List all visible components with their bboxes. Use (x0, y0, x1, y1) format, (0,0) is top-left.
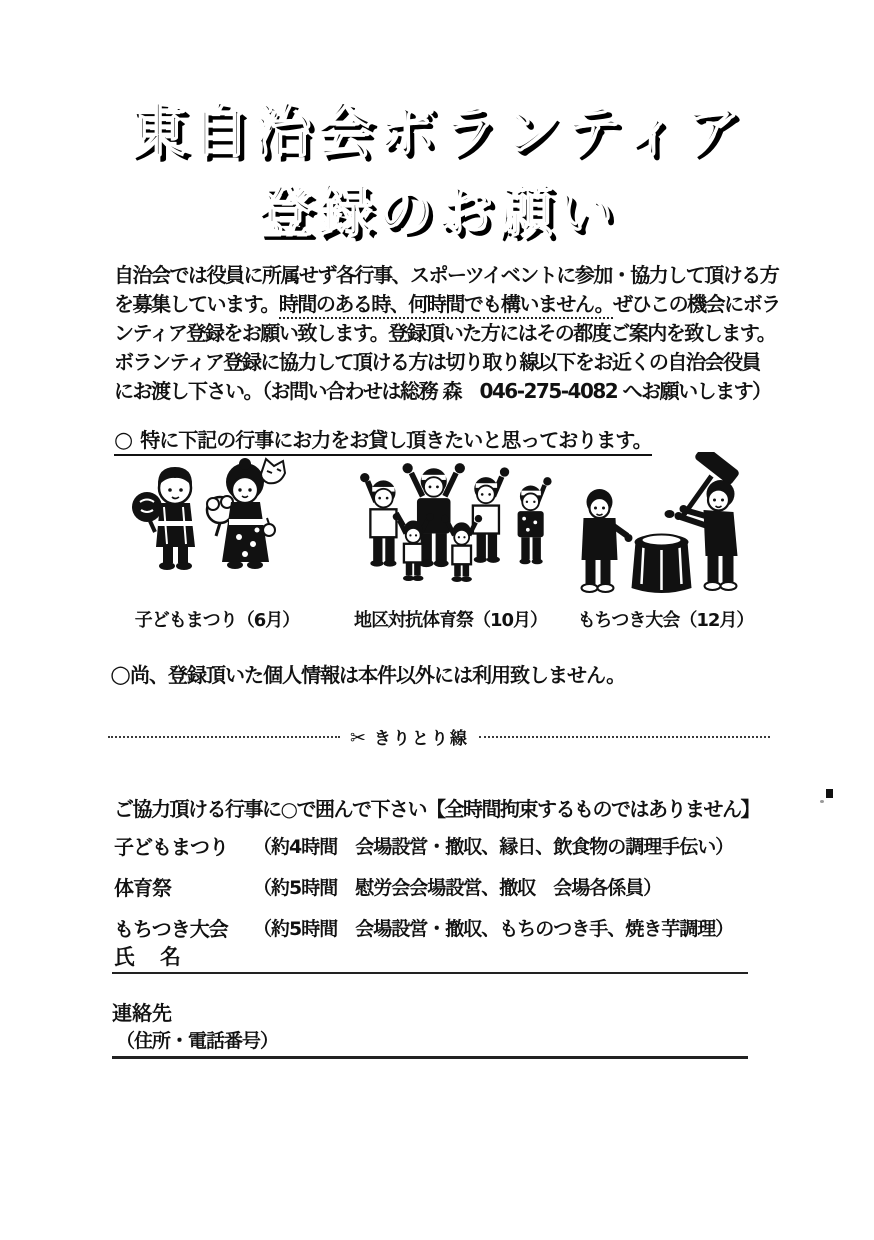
event-children-festival (112, 452, 322, 632)
scan-speck-small (820, 800, 824, 803)
event-caption-mochi-pounding: もちつき大会（12月） (577, 610, 754, 631)
cut-line (108, 724, 770, 749)
flyer-title-line-1: 東自治会ボランティア (129, 97, 745, 165)
privacy-note (110, 659, 625, 688)
mochi-pounding-illustration (563, 452, 768, 602)
intro-line-4 (114, 348, 780, 377)
intro-paragraph (114, 261, 780, 406)
scan-speck (826, 789, 833, 798)
intro-line-5 (114, 377, 780, 406)
form-event-rows (114, 831, 733, 954)
district-sports-day-illustration (348, 452, 553, 602)
name-field-line (112, 972, 748, 974)
event-sports-day (348, 452, 553, 632)
form-row-children-festival (114, 831, 733, 859)
scissors-icon: ✂ (350, 727, 368, 749)
request-line (114, 424, 652, 453)
intro-line-3 (114, 319, 780, 348)
children-festival-illustration (117, 452, 317, 602)
intro-line-1 (114, 261, 780, 290)
circle-bullet: ○ (110, 660, 130, 688)
form-row-sports-day (114, 872, 733, 900)
cut-line-dashes-right (479, 736, 770, 738)
form-row-detail: （約5時間 慰労会会場設営、撤収 会場各係員） (253, 876, 662, 899)
form-row-label: もちつき大会 (114, 916, 228, 941)
form-instruction: ご協力頂ける行事に○で囲んで下さい【全時間拘束するものではありません】 (114, 797, 759, 821)
intro-line-2-pre: を募集しています。 (114, 292, 279, 316)
event-mochi-pounding (558, 452, 773, 632)
circle-bullet: ○ (114, 428, 133, 453)
contact-field-label: 連絡先 (112, 1001, 172, 1025)
intro-line-2-post: ぜひこの機会にボラ (613, 292, 780, 316)
form-row-detail: （約5時間 会場設営・撤収、もちのつき手、焼き芋調理） (253, 917, 734, 940)
request-line-text: 特に下記の行事にお力をお貸し頂きたいと思っております。 (140, 428, 652, 452)
intro-line-1-text: 自治会では役員に所属せず各行事、スポーツイベントに参加・協力して頂ける方 (114, 263, 779, 287)
name-field-label: 氏 名 (114, 945, 183, 969)
contact-field-note: （住所・電話番号） (116, 1030, 279, 1052)
intro-line-2-underlined: 時間のある時、何時間でも構いません。 (279, 292, 613, 319)
form-row-label: 子どもまつり (114, 834, 228, 859)
privacy-note-text: 尚、登録頂いた個人情報は本件以外には利用致しません。 (129, 663, 626, 687)
cut-line-label-group (340, 724, 479, 749)
intro-line-2 (114, 290, 780, 319)
event-caption-children-festival: 子どもまつり（6月） (134, 610, 300, 631)
intro-line-4-text: ボランティア登録に協力して頂ける方は切り取り線以下をお近くの自治会役員 (114, 350, 760, 374)
contact-field-line (112, 1056, 748, 1059)
form-row-mochi-pounding (114, 913, 733, 941)
form-row-detail: （約4時間 会場設営・撤収、縁日、飲食物の調理手伝い） (253, 835, 734, 858)
form-row-label: 体育祭 (114, 875, 171, 900)
flyer-title-line-2: 登録のお願い (257, 180, 617, 245)
cut-line-dashes-left (108, 736, 340, 738)
cut-line-label: きりとり線 (373, 729, 469, 749)
intro-line-3-text: ンティア登録をお願い致します。登録頂いた方にはその都度ご案内を致します。 (114, 321, 776, 345)
event-caption-sports-day: 地区対抗体育祭（10月） (353, 610, 548, 631)
intro-line-5-text: にお渡し下さい。（お問い合わせは総務 森 046-275-4082 へお願いします） (114, 379, 771, 403)
